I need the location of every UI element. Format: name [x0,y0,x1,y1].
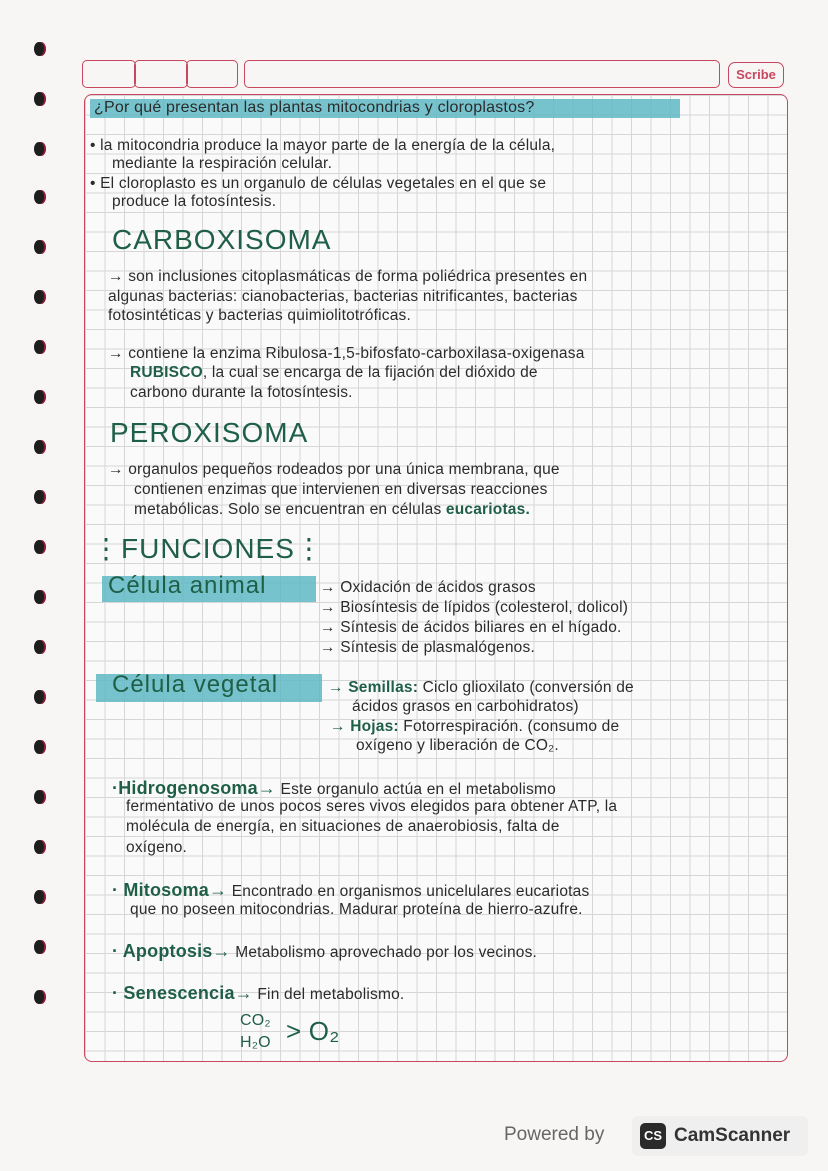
animal-item: → Síntesis de plasmalógenos. [320,639,535,656]
binder-hole [34,390,44,404]
formula-result: > O₂ [286,1016,340,1046]
question: ¿Por qué presentan las plantas mitocondrias y cloroplastos? [94,99,535,116]
hidrogenosoma-cont: molécula de energía, en situaciones de anaerobiosis, falta de [126,818,560,835]
date-box [134,60,188,88]
binder-hole [34,940,44,954]
hidrogenosoma-cont: fermentativo de unos pocos seres vivos elegidos para obtener ATP, la [126,798,618,815]
peroxisoma-line: metabólicas. Solo se encuentran en células eucariotas. [134,501,530,518]
binder-hole [34,640,44,654]
vegetal-item: → Hojas: Fotorrespiración. (consumo de [330,718,620,735]
bullet-2-cont: produce la fotosíntesis. [112,193,277,210]
heading-funciones: ⋮FUNCIONES⋮ [92,533,324,564]
heading-carboxisoma: CARBOXISOMA [112,224,332,255]
peroxisoma-line: → organulos pequeños rodeados por una única membrana, que [108,461,560,478]
binder-hole [34,540,44,554]
binder-hole [34,690,44,704]
senescencia: · Senescencia→ Fin del metabolismo. [112,983,405,1003]
peroxisoma-line: contienen enzimas que intervienen en diversas reacciones [134,481,548,498]
vegetal-item-cont: oxígeno y liberación de CO₂. [356,737,559,754]
carboxisoma-line: → son inclusiones citoplasmáticas de forma poliédrica presentes en [108,268,588,285]
bullet-1-cont: mediante la respiración celular. [112,155,333,172]
bullet-2: • El cloroplasto es un organulo de células vegetales en el que se [90,175,547,192]
binder-hole [34,340,44,354]
formula-bottom: H₂O [240,1034,271,1051]
bullet-1: • la mitocondria produce la mayor parte de la energía de la célula, [90,137,556,154]
binder-hole [34,190,44,204]
carboxisoma-line: → contiene la enzima Ribulosa-1,5-bifosfato-carboxilasa-oxigenasa [108,345,585,362]
binder-hole [34,590,44,604]
binder-hole [34,890,44,904]
animal-item: → Oxidación de ácidos grasos [320,579,536,596]
animal-item: → Síntesis de ácidos biliares en el hígado. [320,619,622,636]
carboxisoma-line: algunas bacterias: cianobacterias, bacterias nitrificantes, bacterias [108,288,578,305]
label-celula-animal: Célula animal [108,572,267,599]
formula-top: CO₂ [240,1012,271,1029]
binder-hole [34,490,44,504]
scribe-logo: Scribe [728,62,784,88]
apoptosis: · Apoptosis→ Metabolismo aprovechado por los vecinos. [112,941,538,961]
binder-hole [34,440,44,454]
label-celula-vegetal: Célula vegetal [112,671,279,698]
hidrogenosoma-cont: oxígeno. [126,839,188,856]
camscanner-badge [632,1116,808,1156]
camscanner-brand: CamScanner [674,1125,791,1146]
binder-hole [34,92,44,106]
binder-hole [34,42,44,56]
binder-hole [34,790,44,804]
heading-peroxisoma: PEROXISOMA [110,417,309,448]
date-box [186,60,238,88]
binder-hole [34,290,44,304]
binder-hole [34,840,44,854]
mitosoma: · Mitosoma→ Encontrado en organismos unicelulares eucariotas [112,880,590,900]
hidrogenosoma: ·Hidrogenosoma→ Este organulo actúa en el metabolismo [112,778,556,798]
camscanner-logo-icon: CS [640,1123,666,1149]
vegetal-item-cont: ácidos grasos en carbohidratos) [352,698,579,715]
carboxisoma-line: carbono durante la fotosíntesis. [130,384,353,401]
mitosoma-cont: que no poseen mitocondrias. Madurar proteína de hierro-azufre. [130,901,583,918]
date-box [82,60,136,88]
title-box [244,60,720,88]
binder-hole [34,990,44,1004]
carboxisoma-line: fotosintéticas y bacterias quimiolitotróficas. [108,307,411,324]
carboxisoma-line: RUBISCO, la cual se encarga de la fijación del dióxido de [130,364,538,381]
vegetal-item: → Semillas: Ciclo glioxilato (conversión de [328,679,634,696]
binder-hole [34,740,44,754]
binder-hole [34,240,44,254]
animal-item: → Biosíntesis de lípidos (colesterol, dolicol) [320,599,629,616]
powered-by: Powered by [504,1124,605,1145]
binder-hole [34,142,44,156]
